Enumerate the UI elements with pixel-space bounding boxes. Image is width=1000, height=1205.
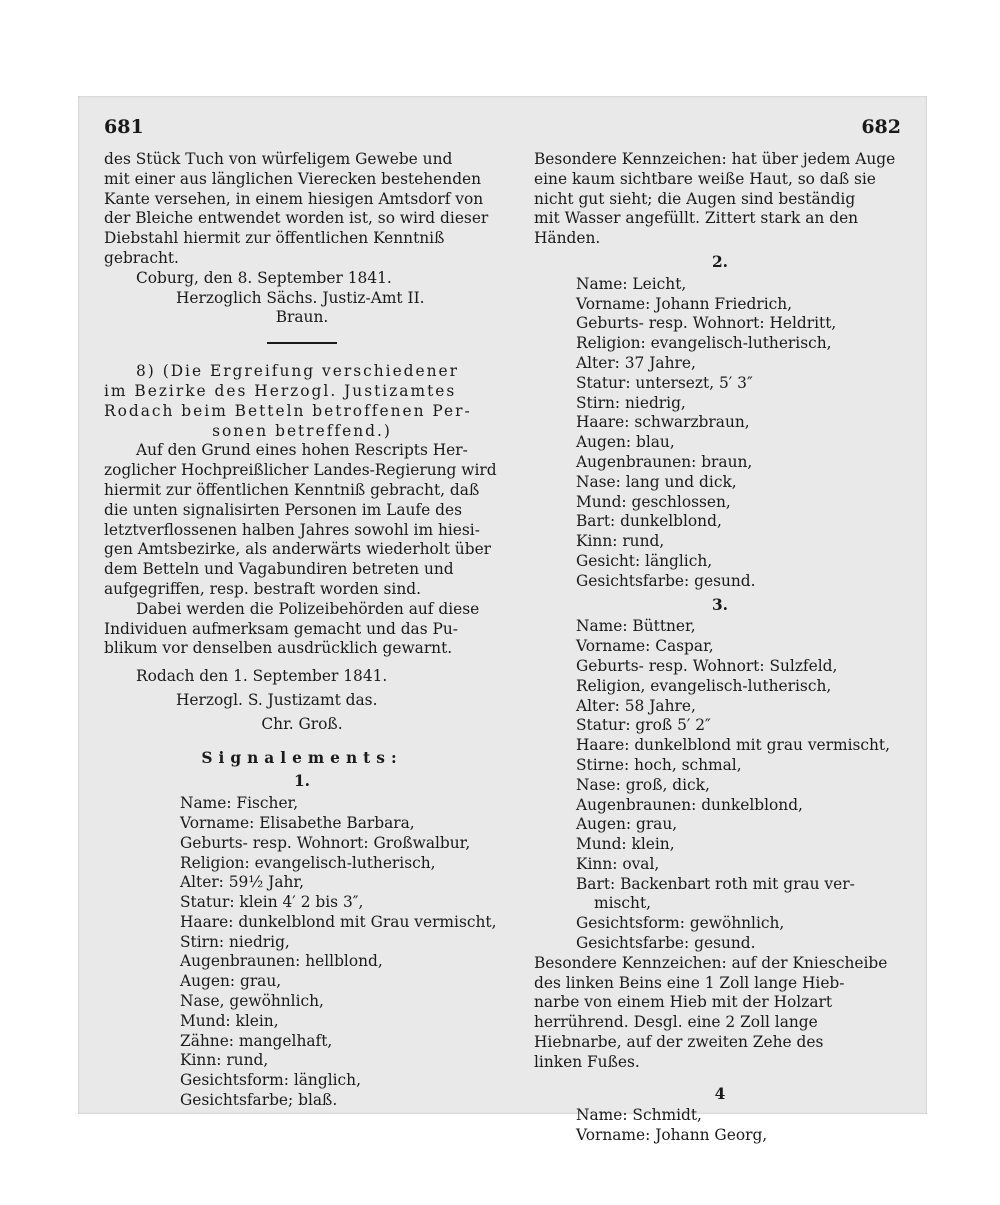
entry-field: Statur: groß 5′ 2″ (576, 716, 711, 735)
entry-field: Augen: grau, (180, 972, 282, 991)
entry-field: Mund: klein, (576, 835, 675, 854)
entry-field: Gesichtsfarbe: gesund. (576, 934, 756, 953)
entry-field: Alter: 58 Jahre, (576, 696, 696, 715)
entry-field: Kinn: rund, (576, 532, 665, 551)
entry-field: mischt, (594, 894, 652, 913)
entry-field: Nase: lang und dick, (576, 472, 737, 491)
signer: Braun. (275, 308, 329, 327)
entry-field: Gesichtsfarbe: gesund. (576, 571, 756, 590)
signer: Chr. Groß. (261, 714, 343, 733)
entry-field: Gesichtsfarbe; blaß. (180, 1091, 338, 1110)
entry-number: 2. (711, 252, 729, 271)
entry-field: Augen: grau, (576, 815, 678, 834)
entry-field: Vorname: Johann Friedrich, (576, 294, 793, 313)
entry-field: Religion: evangelisch-lutherisch, (180, 853, 436, 872)
entry-field: Vorname: Elisabethe Barbara, (180, 813, 415, 832)
heading-line: Rodach beim Betteln betroffenen Per- (104, 401, 472, 420)
text-line: Kante versehen, in einem hiesigen Amtsdorf von (104, 189, 484, 208)
text-line: zoglicher Hochpreißlicher Landes-Regierung wird (104, 461, 497, 480)
entry-field: Haare: dunkelblond mit Grau vermischt, (180, 912, 497, 931)
page-number-left: 681 (104, 116, 144, 138)
heading-line: sonen betreffend.) (212, 421, 392, 440)
text-line: Besondere Kennzeichen: auf der Kniescheibe (534, 953, 888, 972)
entry-field: Geburts- resp. Wohnort: Großwalbur, (180, 833, 471, 852)
issuing-office: Herzogl. S. Justizamt das. (176, 690, 378, 709)
signalement-entry-3 (534, 617, 906, 954)
text-line: Hiebnarbe, auf der zweiten Zehe des (534, 1033, 824, 1052)
entry-field: Kinn: rund, (180, 1051, 269, 1070)
text-line: Dabei werden die Polizeibehörden auf diese (136, 599, 480, 618)
entry-field: Zähne: mangelhaft, (180, 1031, 333, 1050)
heading-line: 8) (Die Ergreifung verschiedener (136, 362, 460, 381)
page-number-right: 682 (861, 116, 901, 138)
notice-heading (104, 362, 500, 441)
place-date: Rodach den 1. September 1841. (136, 667, 388, 686)
entry-field: Gesichtsform: gewöhnlich, (576, 914, 785, 933)
entry-field: Vorname: Caspar, (576, 637, 714, 656)
entry-field: Vorname: Johann Georg, (576, 1126, 768, 1145)
text-line: mit Wasser angefüllt. Zittert stark an den (534, 209, 859, 228)
text-line: linken Fußes. (534, 1052, 640, 1071)
entry-field: Bart: dunkelblond, (576, 512, 722, 531)
signalement-entry-2 (534, 275, 906, 592)
text-line: dem Betteln und Vagabundiren betreten und (104, 560, 454, 579)
text-line: des Stück Tuch von würfeligem Gewebe und (104, 150, 453, 168)
entry-field: Gesichtsform: länglich, (180, 1071, 361, 1090)
entry-field: Nase, gewöhnlich, (180, 992, 324, 1011)
entry-field: Statur: untersezt, 5′ 3″ (576, 373, 753, 392)
text-line: mit einer aus länglichen Vierecken bestehenden (104, 169, 482, 188)
text-line: eine kaum sichtbare weiße Haut, so daß sie (534, 169, 876, 188)
scanned-page-spread (78, 96, 927, 1145)
entry-field: Alter: 37 Jahre, (576, 353, 696, 372)
entry-field: Augenbraunen: dunkelblond, (576, 795, 803, 814)
text-line: die unten signalisirten Personen im Laufe des (104, 500, 462, 519)
special-features-3 (534, 954, 906, 1073)
entry-field: Geburts- resp. Wohnort: Heldritt, (576, 314, 837, 333)
text-line: herrührend. Desgl. eine 2 Zoll lange (534, 1013, 818, 1032)
entry-field: Mund: klein, (180, 1011, 279, 1030)
text-line: hiermit zur öffentlichen Kenntniß gebracht, daß (104, 480, 480, 499)
text-line: gen Amtsbezirke, als anderwärts wiederholt über (104, 540, 492, 559)
text-line: letztverflossenen halben Jahres sowohl im hiesi- (104, 520, 480, 539)
entry-field: Mund: geschlossen, (576, 492, 731, 511)
entry-number: 3. (711, 595, 729, 614)
entry-field: Stirn: niedrig, (180, 932, 290, 951)
entry-field: Name: Schmidt, (576, 1106, 702, 1125)
entry-field: Religion: evangelisch-lutherisch, (576, 334, 832, 353)
entry-field: Stirne: hoch, schmal, (576, 755, 742, 774)
text-line: Besondere Kennzeichen: hat über jedem Auge (534, 150, 896, 168)
entry-field: Stirn: niedrig, (576, 393, 686, 412)
text-line: Händen. (534, 229, 601, 248)
section-divider (267, 342, 337, 344)
entry-field: Kinn: oval, (576, 854, 660, 873)
entry-field: Augenbraunen: braun, (576, 452, 753, 471)
special-features-1 (534, 150, 906, 249)
text-line: der Bleiche entwendet worden ist, so wird dieser (104, 209, 489, 228)
entry-field: Nase: groß, dick, (576, 775, 710, 794)
heading-line: im Bezirke des Herzogl. Justizamtes (104, 381, 457, 400)
text-line: gebracht. (104, 248, 179, 267)
text-line: des linken Beins eine 1 Zoll lange Hieb- (534, 973, 845, 992)
entry-number: 4 (714, 1084, 726, 1103)
text-line: Diebstahl hiermit zur öffentlichen Kenntniß (104, 229, 445, 248)
entry-field: Augen: blau, (576, 433, 675, 452)
entry-field: Name: Büttner, (576, 617, 696, 636)
entry-field: Name: Fischer, (180, 794, 299, 813)
entry-field: Haare: schwarzbraun, (576, 413, 750, 432)
entry-field: Bart: Backenbart roth mit grau ver- (576, 874, 855, 893)
entry-number: 1. (293, 772, 311, 791)
left-column (104, 150, 500, 1111)
right-column (534, 150, 906, 1146)
entry-field: Augenbraunen: hellblond, (180, 952, 383, 971)
text-line: Individuen aufmerksam gemacht und das Pu- (104, 619, 458, 638)
text-line: blikum vor denselben ausdrücklich gewarnt. (104, 639, 453, 658)
intro-paragraph (104, 150, 500, 269)
entry-field: Statur: klein 4′ 2 bis 3″, (180, 893, 364, 912)
entry-field: Alter: 59½ Jahr, (180, 873, 304, 892)
notice-body (104, 441, 500, 659)
text-line: narbe von einem Hieb mit der Holzart (534, 993, 833, 1012)
issuing-office: Herzoglich Sächs. Justiz-Amt II. (176, 288, 425, 307)
text-line: aufgegriffen, resp. bestraft worden sind. (104, 579, 422, 598)
entry-field: Religion, evangelisch-lutherisch, (576, 676, 832, 695)
entry-field: Name: Leicht, (576, 274, 687, 293)
place-date: Coburg, den 8. September 1841. (136, 268, 392, 287)
entry-field: Geburts- resp. Wohnort: Sulzfeld, (576, 656, 838, 675)
entry-field: Gesicht: länglich, (576, 551, 713, 570)
signalement-entry-4 (534, 1106, 906, 1146)
text-line: Auf den Grund eines hohen Rescripts Her- (136, 441, 468, 460)
signalements-heading: Signalements: (201, 748, 403, 767)
text-line: nicht gut sieht; die Augen sind beständig (534, 189, 856, 208)
signalement-entry-1 (104, 794, 500, 1111)
entry-field: Haare: dunkelblond mit grau vermischt, (576, 736, 891, 755)
